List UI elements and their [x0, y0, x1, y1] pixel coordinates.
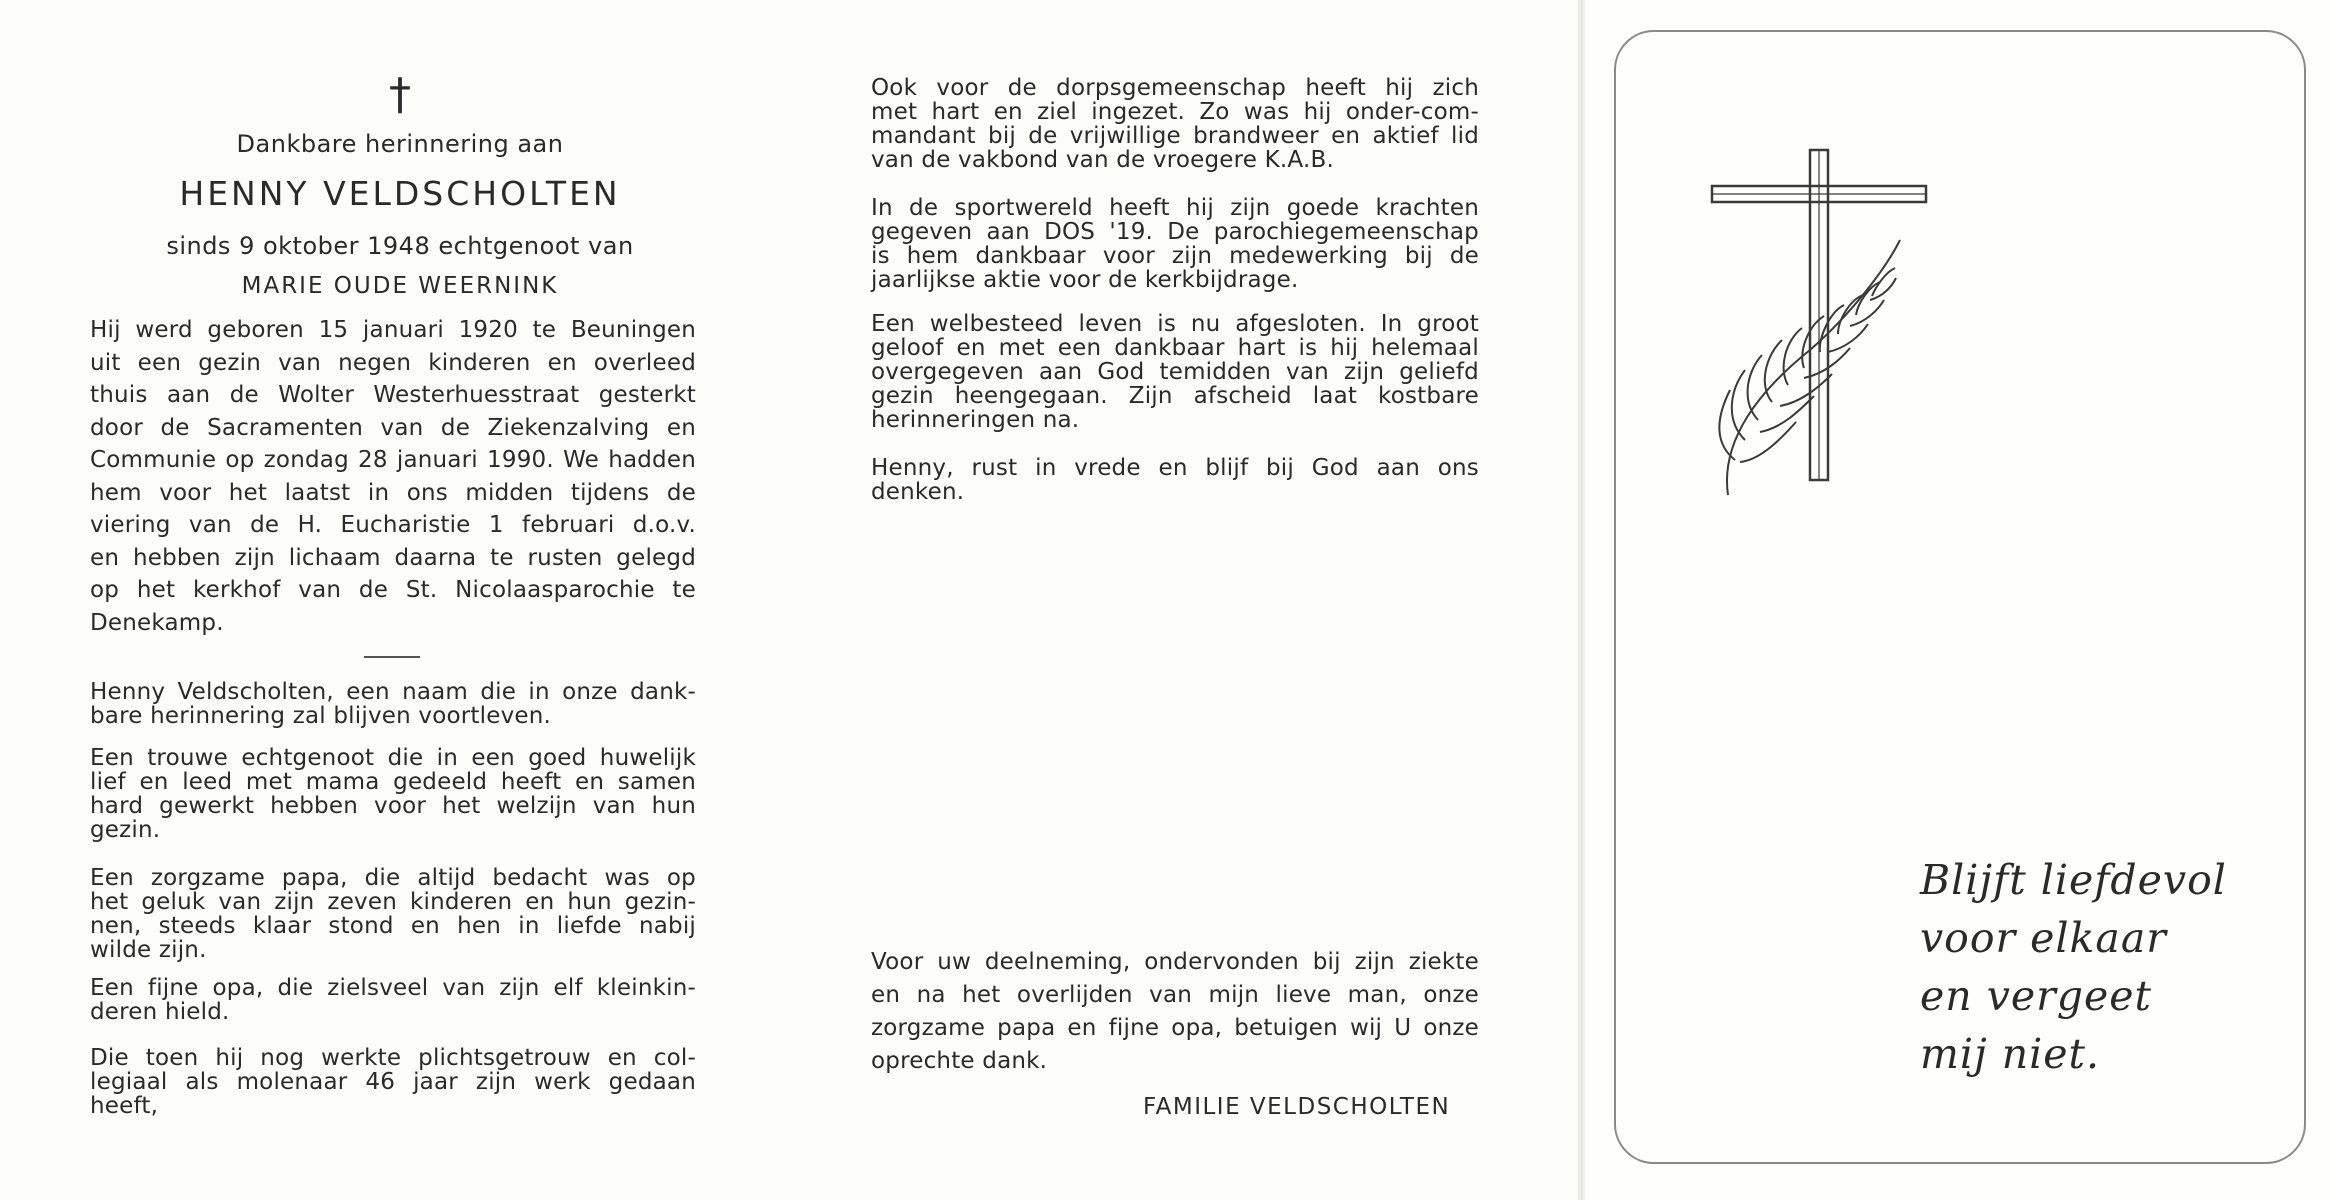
paragraph-line: gezin heengegaan. Zijn afscheid laat kostbare	[871, 383, 1479, 409]
paragraph-line: is hem dankbaar voor zijn medewerking bij de	[871, 243, 1479, 269]
paragraph-line: Henny Veldscholten, een naam die in onze dank-	[90, 679, 696, 705]
paragraph-line: Een zorgzame papa, die altijd bedacht was op	[90, 865, 696, 891]
paragraph-line: hard gewerkt hebben voor het welzijn van hun	[90, 793, 696, 819]
paragraph-line: wilde zijn.	[90, 937, 207, 963]
motto-line: mij niet.	[1920, 1030, 2101, 1078]
paragraph-line: mandant bij de vrijwillige brandweer en aktief lid	[871, 123, 1479, 149]
paragraph-line: Een welbesteed leven is nu afgesloten. In groot	[871, 311, 1479, 337]
motto-line: Blijft liefdevol	[1920, 856, 2227, 904]
paragraph-line: Ook voor de dorpsgemeenschap heeft hij zich	[871, 75, 1479, 101]
divider	[364, 656, 420, 658]
spouse-name: MARIE OUDE WEERNINK	[241, 273, 559, 299]
paragraph-line: van de vakbond van de vroegere K.A.B.	[871, 147, 1334, 173]
bio-line: Hij werd geboren 15 januari 1920 te Beuningen	[90, 317, 696, 343]
paragraph-line: deren hield.	[90, 999, 230, 1025]
paragraph-line: het geluk van zijn zeven kinderen en hun gezin-	[90, 889, 696, 915]
paragraph-line: bare herinnering zal blijven voortleven.	[90, 703, 552, 729]
paragraph-line: lief en leed met mama gedeeld heeft en samen	[90, 769, 696, 795]
bio-line: thuis aan de Wolter Westerhuesstraat gesterkt	[90, 382, 696, 408]
thanks-line: en na het overlijden van mijn lieve man, onze	[871, 982, 1479, 1008]
paragraph-line: denken.	[871, 479, 965, 505]
paragraph-line: herinneringen na.	[871, 407, 1080, 433]
paragraph-line: gezin.	[90, 817, 161, 843]
thanks-line: Voor uw deelneming, ondervonden bij zijn ziekte	[871, 949, 1479, 975]
bio-line: uit een gezin van negen kinderen en overleed	[90, 349, 696, 376]
deceased-name: HENNY VELDSCHOLTEN	[179, 174, 621, 213]
thanks-line: zorgzame papa en fijne opa, betuigen wij U onze	[871, 1015, 1479, 1041]
paragraph-line: met hart en ziel ingezet. Zo was hij onder-com-	[871, 99, 1479, 125]
paragraph-line: Henny, rust in vrede en blijf bij God aan ons	[871, 455, 1479, 481]
paragraph-line: In de sportwereld heeft hij zijn goede krachten	[871, 195, 1479, 221]
bio-line: viering van de H. Eucharistie 1 februari d.o.v.	[90, 512, 696, 538]
bio-line: op het kerkhof van de St. Nicolaasparochie te	[90, 577, 696, 603]
paragraph-line: geloof en met een dankbaar hart is hij helemaal	[871, 335, 1479, 361]
thanks-line: oprechte dank.	[871, 1048, 1048, 1074]
cross-symbol: †	[389, 69, 411, 120]
bio-line: Communie op zondag 28 januari 1990. We hadden	[90, 447, 696, 473]
motto-line: en vergeet	[1920, 972, 2152, 1020]
signature: FAMILIE VELDSCHOLTEN	[1143, 1094, 1451, 1120]
paragraph-line: gegeven aan DOS '19. De parochiegemeenschap	[871, 219, 1479, 245]
paragraph-line: Die toen hij nog werkte plichtsgetrouw en col-	[90, 1045, 696, 1071]
bio-line: Denekamp.	[90, 609, 224, 636]
bio-line: door de Sacramenten van de Ziekenzalving en	[90, 414, 696, 441]
paragraph-line: nen, steeds klaar stond en hen in liefde nabij	[90, 913, 696, 939]
paragraph-line: Een trouwe echtgenoot die in een goed huwelijk	[90, 745, 696, 771]
paragraph-line: jaarlijkse aktie voor de kerkbijdrage.	[871, 267, 1299, 293]
bio-line: en hebben zijn lichaam daarna te rusten gelegd	[90, 544, 696, 571]
paragraph-line: legiaal als molenaar 46 jaar zijn werk gedaan	[90, 1069, 696, 1095]
cross-icon	[1712, 150, 1926, 480]
intro-text: Dankbare herinnering aan	[236, 130, 564, 158]
bio-line: hem voor het laatst in ons midden tijdens de	[90, 479, 696, 506]
since-line: sinds 9 oktober 1948 echtgenoot van	[166, 232, 634, 260]
motto-line: voor elkaar	[1920, 914, 2167, 962]
paragraph-line: heeft,	[90, 1093, 159, 1119]
cross-palm-illustration	[1700, 140, 1940, 510]
paragraph-line: Een fijne opa, die zielsveel van zijn elf kleinkin-	[90, 975, 696, 1001]
paragraph-line: overgegeven aan God temidden van zijn geliefd	[871, 359, 1479, 385]
